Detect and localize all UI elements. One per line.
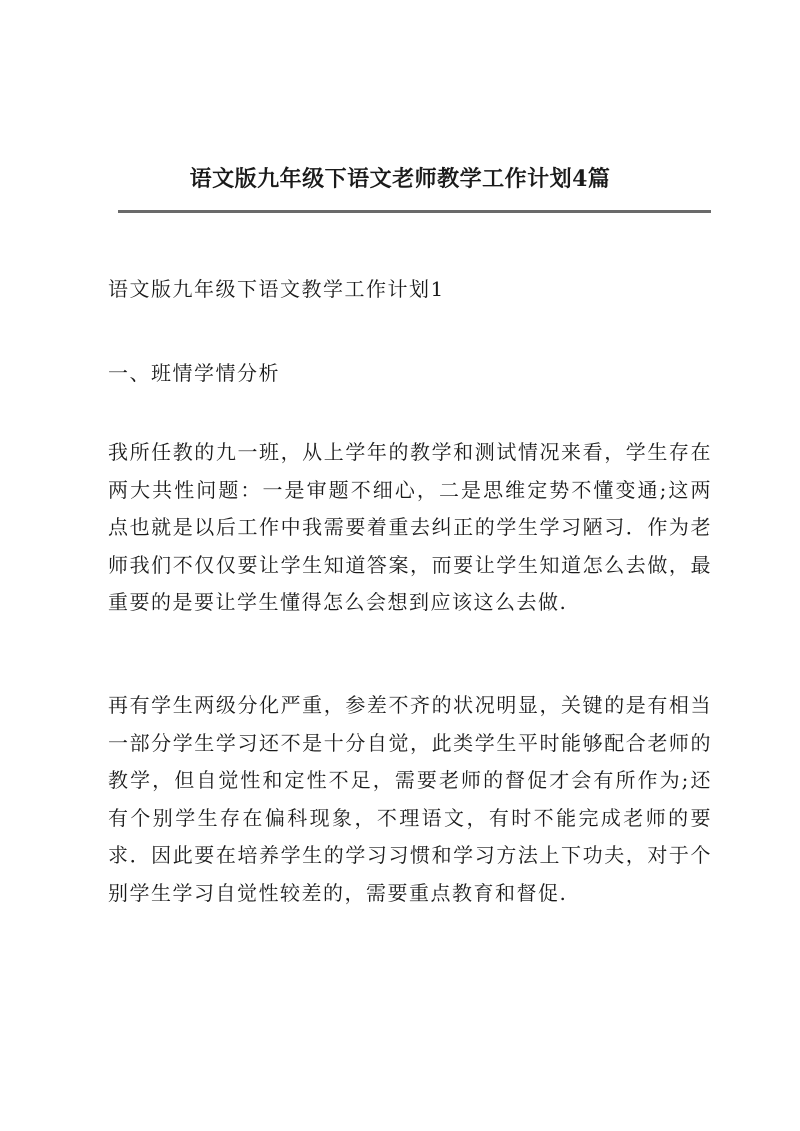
paragraph-1: 我所任教的九一班，从上学年的教学和测试情况来看，学生存在两大共性问题：一是审题不细心，二是思维定势不懂变通;这两点也就是以后工作中我需要着重去纠正的学生学习陋习．作为老师我们不仅仅要让学生知道答案，而要让学生知道怎么去做，最重要的是要让学生懂得怎么会想到应该这么去做. [108,440,712,614]
title-divider [118,210,711,213]
paragraph-2: 再有学生两级分化严重，参差不齐的状况明显，关键的是有相当一部分学生学习还不是十分自觉，此类学生平时能够配合老师的教学，但自觉性和定性不足，需要老师的督促才会有所作为;还有个别学生存在偏科现象，不理语文，有时不能完成老师的要求．因此要在培养学生的学习习惯和学习方法上下功夫，对于个别学生学习自觉性较差的，需要重点教育和督促. [108,693,712,905]
document-title: 语文版九年级下语文老师教学工作计划4篇 [189,166,611,192]
plan-subheading: 语文版九年级下语文教学工作计划1 [108,277,445,301]
section-heading: 一、班情学情分析 [108,361,280,385]
